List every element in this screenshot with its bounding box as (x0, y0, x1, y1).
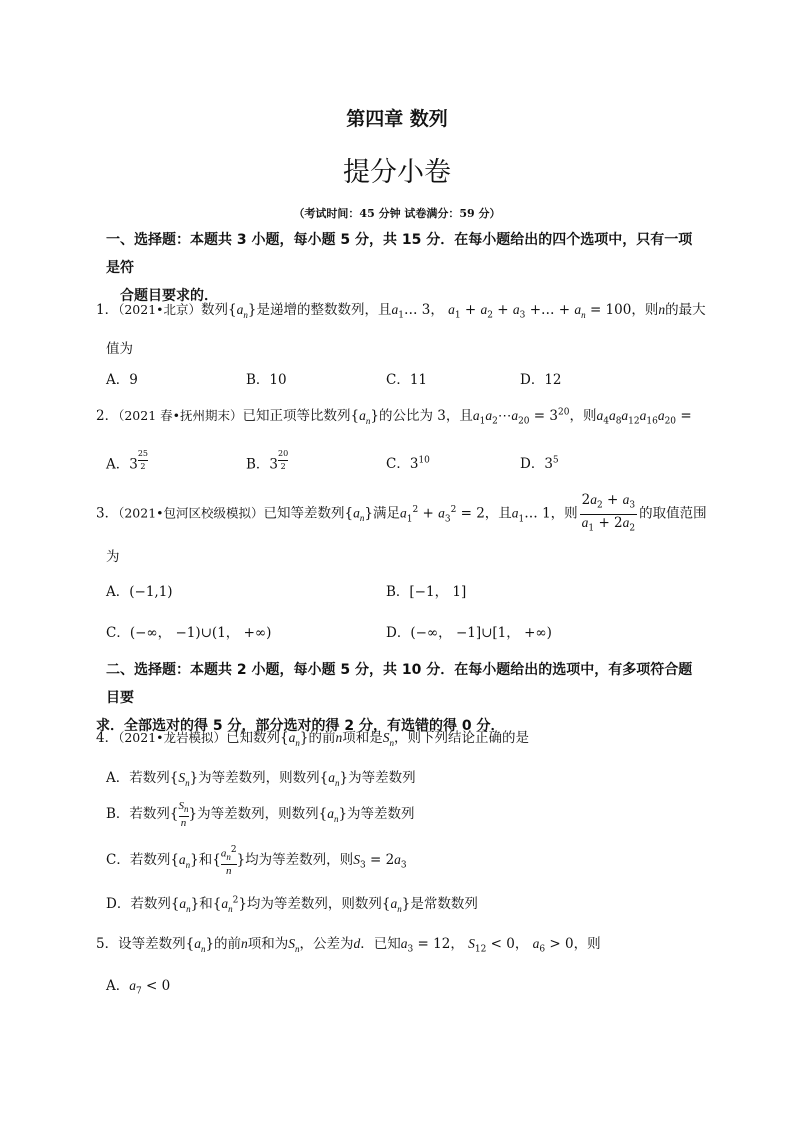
q2-option-a: A．3 $^{\frac{25}{2}}$ (106, 449, 149, 473)
q3-option-d: D．(−∞， −1]∪[1， +∞) (386, 625, 552, 641)
q1-option-c: C．11 (386, 372, 428, 388)
question-4: 4．（2021•龙岩模拟）已知数列$\{a_n\}$的前n项和是$S_n$，则下列结论正确的是 (96, 730, 529, 748)
q4-option-a: A．若数列$\{S_n\}$为等差数列，则数列$\{a_n\}$为等差数列 (106, 770, 416, 788)
q1-option-d: D．12 (520, 372, 562, 388)
question-3-cont: 为 (106, 549, 120, 565)
question-5: 5．设等差数列$\{a_n\}$的前n项和为$S_n$，公差为d．已知$a_3 = 12$， $S_{12} < 0$， $a_6 > 0$，则 (96, 936, 601, 955)
q3-option-a: A．(−1,1) (106, 584, 173, 600)
question-2: 2．（2021 春•抚州期末）已知正项等比数列$\{a_n\}$的公比为 3，且$a_1a_2\cdots a_{20} = 3^{20}$，则$a_4a_8a_{12}a_{16}a_{20}$ = (96, 407, 692, 427)
question-3: 3．（2021•包河区校级模拟）已知等差数列$\{a_n\}$满足$a_1^2 + a_3^2 = 2$，且$a_1\dots$ 1，则 $\frac{2a_2 + a_3}{a_1 + 2a_2}$ 的取值范围 (96, 492, 707, 534)
q4-option-b: B．若数列{ $\frac{S_n}{n}$ }为等差数列，则数列$\{a_n\}$为等差数列 (106, 800, 415, 830)
q1-option-a: A．9 (106, 372, 138, 388)
q2-option-b: B．3 $^{\frac{20}{2}}$ (246, 449, 289, 473)
q4-option-d: D．若数列$\{a_n\}$和$\{a_n^2\}$均为等差数列，则数列$\{a_n\}$是常数数列 (106, 895, 478, 914)
q2-option-d: D．$3^5$ (520, 455, 559, 472)
q3-option-b: B．[−1， 1] (386, 584, 467, 600)
exam-info: （考试时间：45 分钟 试卷满分：59 分） (293, 207, 501, 220)
q1-option-b: B．10 (246, 372, 287, 388)
q3-option-c: C．(−∞， −1)∪(1， +∞) (106, 625, 272, 641)
section-2-heading: 二、选择题：本题共 2 小题，每小题 5 分，共 10 分．在每小题给出的选项中，有多项符合题目要 求．全部选对的得 5 分，部分选对的得 2 分，有选错的得 0 分． (96, 662, 693, 734)
section-1-heading: 一、选择题：本题共 3 小题，每小题 5 分，共 15 分．在每小题给出的四个选项中，只有一项是符 合题目要求的． (106, 232, 693, 304)
q5-option-a: A．$a_7 < 0$ (106, 978, 171, 997)
chapter-heading: 第四章 数列 (346, 108, 448, 130)
question-1: 1．（2021•北京）数列$\{a_n\}$是递增的整数数列，且$a_1\dots$ 3， $a_1 + a_2 + a_3$ +… + $a_n = 100$，则n的最大 (96, 302, 706, 321)
q4-option-c: C．若数列$\{a_n\}$和{ $\frac{a_n^2}{n}$ }均为等差数列，则$S_3 = 2a_3$ (106, 845, 407, 877)
page-title: 提分小卷 (343, 157, 451, 188)
q2-option-c: C．$3^{10}$ (386, 455, 430, 472)
question-1-cont: 值为 (106, 341, 133, 357)
